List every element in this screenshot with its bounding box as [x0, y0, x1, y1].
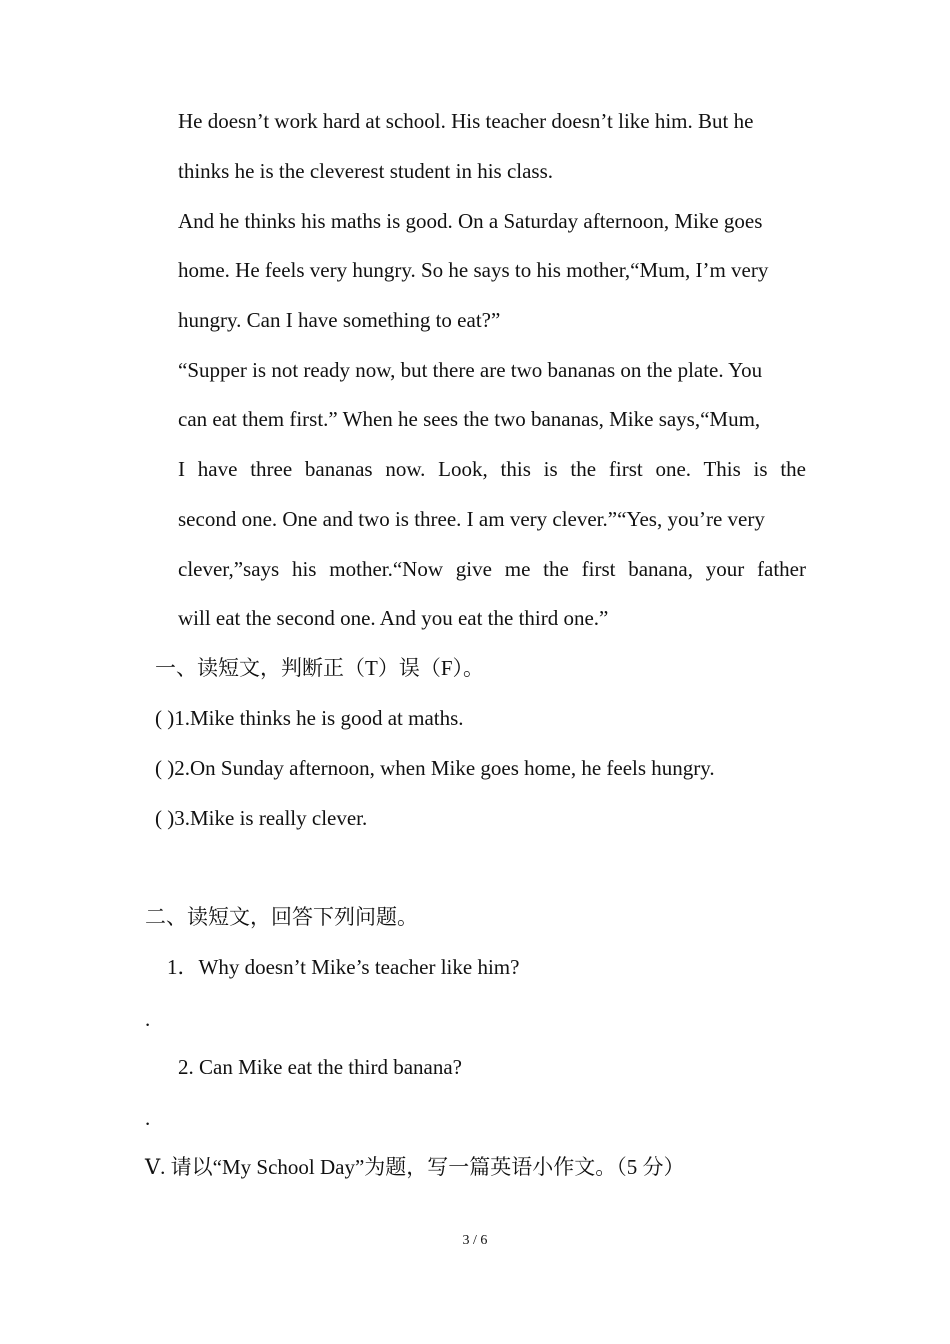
question-1: 1．Why doesn’t Mike’s teacher like him? [167, 955, 520, 979]
passage-line-3: And he thinks his maths is good. On a Saturday afternoon, Mike goes [178, 209, 763, 233]
page-number: 3 / 6 [462, 1233, 488, 1248]
question-2: 2. Can Mike eat the third banana? [178, 1055, 462, 1079]
passage-line-6: “Supper is not ready now, but there are two bananas on the plate. You [178, 358, 763, 382]
section2-heading: 二、读短文，回答下列问题。 [145, 905, 418, 929]
passage-line-1: He doesn’t work hard at school. His teacher doesn’t like him. But he [178, 109, 754, 133]
passage-line-4: home. He feels very hungry. So he says to his mother,“Mum, I’m very [178, 258, 769, 282]
tf-question-3: ( )3.Mike is really clever. [155, 806, 368, 830]
answer-line-2: . [145, 1106, 151, 1130]
answer-line-1: . [145, 1007, 151, 1031]
section1-heading: 一、读短文，判断正（T）误（F）。 [155, 656, 485, 680]
passage-line-11: will eat the second one. And you eat the third one.” [178, 606, 609, 630]
passage-line-10: clever,”says his mother.“Now give me the first banana, your father [178, 557, 806, 581]
passage-line-5: hungry. Can I have something to eat?” [178, 308, 501, 332]
tf-question-1: ( )1.Mike thinks he is good at maths. [155, 706, 464, 730]
passage-line-2: thinks he is the cleverest student in his class. [178, 159, 554, 183]
passage-line-7: can eat them first.” When he sees the two bananas, Mike says,“Mum, [178, 407, 761, 431]
passage-line-9: second one. One and two is three. I am very clever.”“Yes, you’re very [178, 507, 765, 531]
passage-line-8: I have three bananas now. Look, this is the first one. This is the [178, 457, 806, 481]
tf-question-2: ( )2.On Sunday afternoon, when Mike goes home, he feels hungry. [155, 756, 715, 780]
section5-heading: Ⅴ. 请以“My School Day”为题，写一篇英语小作文。（5 分） [145, 1155, 685, 1179]
